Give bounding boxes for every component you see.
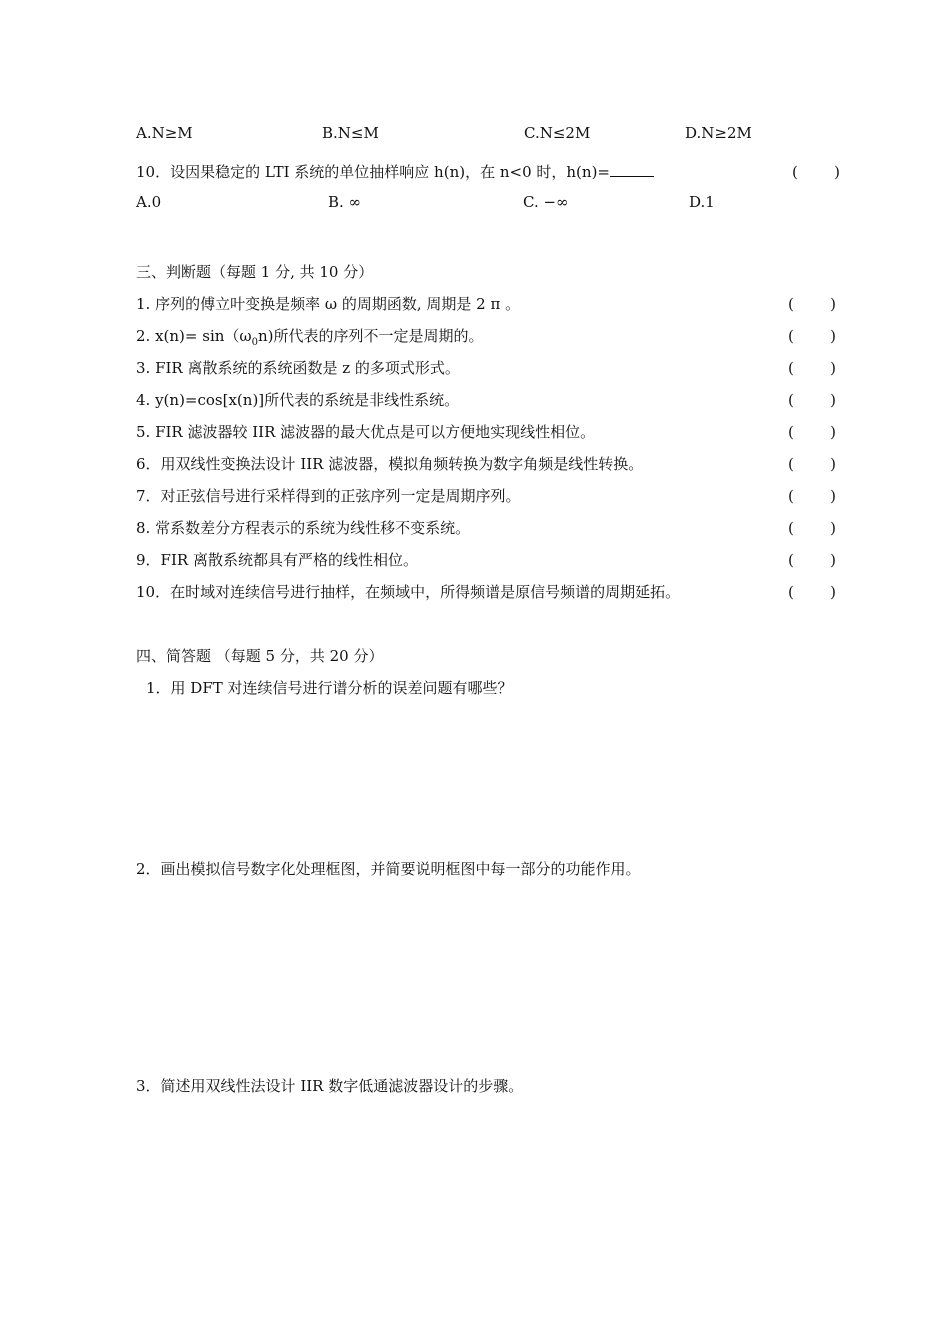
judge-item-2-prefix: 2. x(n)= sin（ω xyxy=(136,327,252,345)
q10-option-d: D.1 xyxy=(689,193,715,211)
judge-item-10: 10．在时域对连续信号进行抽样，在频域中，所得频谱是原信号频谱的周期延拓。 xyxy=(136,583,681,601)
judge-item-7: 7．对正弦信号进行采样得到的正弦序列一定是周期序列。 xyxy=(136,487,521,505)
judge-item-2-suffix: n)所代表的序列不一定是周期的。 xyxy=(258,327,484,345)
q10-question xyxy=(136,162,654,182)
judge-item-2-sub: 0 xyxy=(251,337,259,348)
judge-item-2 xyxy=(136,326,484,353)
section3-heading: 三、判断题（每题 1 分, 共 10 分） xyxy=(136,263,374,281)
q9-option-b: B.N≤M xyxy=(322,124,379,142)
short-answer-q3: 3．简述用双线性法设计 IIR 数字低通滤波器设计的步骤。 xyxy=(136,1077,524,1095)
short-answer-q1: 1．用 DFT 对连续信号进行谱分析的误差问题有哪些？ xyxy=(146,679,513,697)
q10-option-a: A.0 xyxy=(136,193,162,211)
q10-option-b: B. ∞ xyxy=(328,193,362,211)
judge-item-5: 5. FIR 滤波器较 IIR 滤波器的最大优点是可以方便地实现线性相位。 xyxy=(136,423,596,441)
q9-option-c: C.N≤2M xyxy=(524,124,591,142)
paren-open: ( xyxy=(792,163,798,181)
q10-text: 10．设因果稳定的 LTI 系统的单位抽样响应 h(n)，在 n<0 时，h(n)= xyxy=(136,163,610,181)
judge-item-1: 1. 序列的傅立叶变换是频率 ω 的周期函数, 周期是 2 π 。 xyxy=(136,295,521,313)
judge-item-9: 9．FIR 离散系统都具有严格的线性相位。 xyxy=(136,551,418,569)
paren-close: ) xyxy=(834,163,840,181)
q10-option-c: C. −∞ xyxy=(523,193,569,211)
judge-item-8: 8. 常系数差分方程表示的系统为线性移不变系统。 xyxy=(136,519,471,537)
section4-heading: 四、简答题 （每题 5 分，共 20 分） xyxy=(136,647,384,665)
judge-item-4: 4. y(n)=cos[x(n)]所代表的系统是非线性系统。 xyxy=(136,391,460,409)
short-answer-q2: 2．画出模拟信号数字化处理框图，并简要说明框图中每一部分的功能作用。 xyxy=(136,860,641,878)
q9-option-a: A.N≥M xyxy=(136,124,193,142)
judge-item-6: 6．用双线性变换法设计 IIR 滤波器，模拟角频转换为数字角频是线性转换。 xyxy=(136,455,644,473)
answer-blank xyxy=(610,162,654,177)
q9-option-d: D.N≥2M xyxy=(685,124,752,142)
judge-item-3: 3. FIR 离散系统的系统函数是 z 的多项式形式。 xyxy=(136,359,460,377)
